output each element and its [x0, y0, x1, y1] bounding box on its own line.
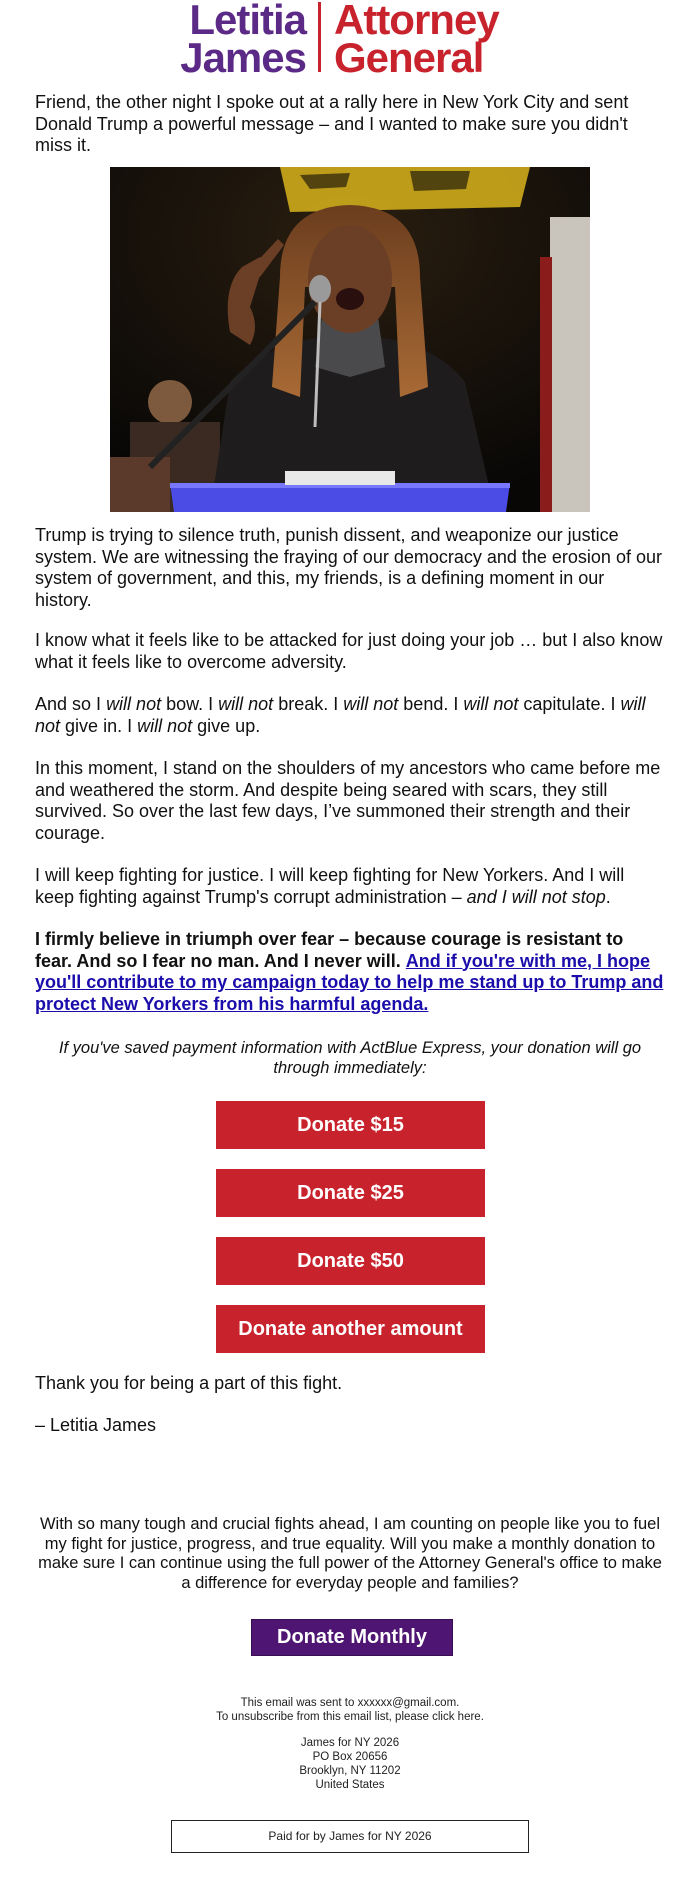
will-not-emphasis-4: will not	[463, 694, 519, 714]
donate-other-amount-button[interactable]: Donate another amount	[216, 1305, 485, 1353]
body-paragraph-4: In this moment, I stand on the shoulders of my ancestors who came before me and weathered the storm. And despite being seared with scars, they still survived. So over the last few days, I’ve summoned their strength and their courage.	[35, 758, 661, 843]
rally-photo	[110, 167, 590, 512]
body-paragraph-3	[35, 694, 665, 737]
footer-address-line: James for NY 2026	[300, 1737, 400, 1749]
will-not-emphasis-5: will not	[35, 694, 646, 736]
actblue-express-note: If you've saved payment information with ActBlue Express, your donation will go through immediately:	[58, 1039, 642, 1077]
logo-first-name: Letitia	[189, 0, 306, 43]
p3-fragment-capitulate: capitulate. I	[523, 694, 616, 714]
p3-fragment-bow: bow. I	[166, 694, 214, 714]
logo-last-name: James	[180, 34, 306, 81]
will-not-emphasis-3: will not	[343, 694, 399, 714]
logo-title-line2: General	[334, 34, 484, 81]
p3-fragment-break: break. I	[278, 694, 339, 714]
signature: – Letitia James	[35, 1415, 157, 1435]
unsubscribe-link[interactable]: To unsubscribe from this email list, please click here.	[216, 1711, 484, 1723]
donate-50-button[interactable]: Donate $50	[216, 1237, 485, 1285]
p5-period: .	[605, 886, 611, 907]
donate-25-button[interactable]: Donate $25	[216, 1169, 485, 1217]
will-not-emphasis-6: will not	[137, 715, 193, 736]
p3-fragment-bend: bend. I	[403, 694, 459, 714]
p3-fragment-give-up: give up.	[197, 715, 261, 736]
paid-for-by-box: Paid for by James for NY 2026	[171, 1820, 529, 1853]
logo-title-line1: Attorney	[334, 0, 499, 43]
will-not-emphasis-2: will not	[218, 694, 274, 714]
monthly-appeal: With so many tough and crucial fights ahead, I am counting on people like you to fuel my fight for justice, progress, and true equality. Will you make a monthly donation to make sure I can continue using the full power of the Attorney General's office to make a difference for everyday people and families?	[38, 1515, 662, 1592]
donate-monthly-button[interactable]: Donate Monthly	[251, 1619, 453, 1656]
body-paragraph-2: I know what it feels like to be attacked for just doing your job … but I also know what it feels like to overcome adversity.	[35, 630, 663, 672]
will-not-emphasis-1: will not	[106, 694, 162, 714]
donate-15-button[interactable]: Donate $15	[216, 1101, 485, 1149]
footer-address-line: Brooklyn, NY 11202	[299, 1765, 401, 1777]
campaign-logo	[0, 0, 700, 82]
contribute-link[interactable]: And if you're with me, I hope you'll contribute to my campaign today to help me stand up to Trump and protect New Yorkers from his harmful agenda.	[35, 950, 664, 1014]
p3-fragment-and-so-i: And so I	[35, 694, 102, 714]
footer-address-line: PO Box 20656	[312, 1751, 388, 1763]
p3-fragment-give-in: give in. I	[65, 715, 133, 736]
p5-text: I will keep fighting for justice. I will keep fighting for New Yorkers. And I will keep fighting against Trump's corrupt administration –	[35, 865, 625, 907]
body-paragraph-6	[35, 929, 665, 1015]
p6-bold-text: I firmly believe in triumph over fear – because courage is resistant to fear. And so I fear no man. And I never will.	[35, 929, 624, 971]
body-paragraph-5	[35, 865, 665, 908]
logo-divider	[318, 2, 321, 72]
intro-paragraph: Friend, the other night I spoke out at a rally here in New York City and sent Donald Trump a powerful message – and I wanted to make sure you didn't miss it.	[35, 92, 629, 155]
footer-sent-to: This email was sent to xxxxxx@gmail.com.	[240, 1697, 460, 1709]
thank-you-line: Thank you for being a part of this fight.	[35, 1373, 343, 1393]
footer-address-line: United States	[315, 1779, 385, 1791]
body-paragraph-1: Trump is trying to silence truth, punish dissent, and weaponize our justice system. We are witnessing the fraying of our democracy and the erosion of our system of government, and this, my friends, is a defining moment in our history.	[35, 525, 662, 610]
p5-emphasis: and I will not stop	[466, 886, 606, 907]
